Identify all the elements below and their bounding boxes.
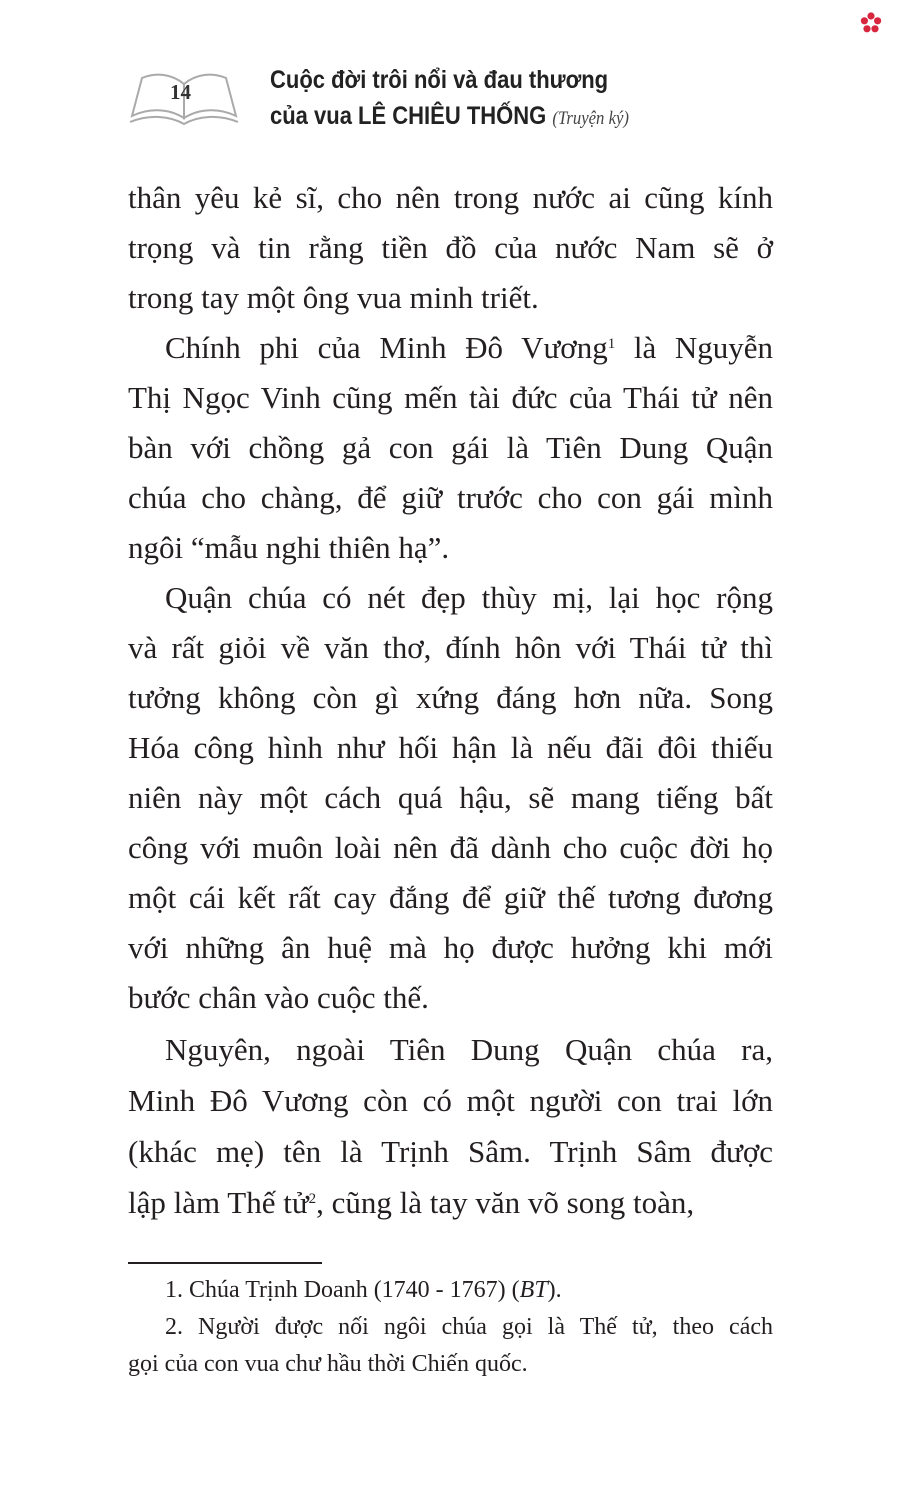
text-line — [128, 426, 773, 476]
footnote-1-text: 1. Chúa Trịnh Doanh (1740 - 1767) ( — [165, 1277, 520, 1303]
text-segment: công với muôn loài nên đã dành cho cuộc đời họ — [128, 830, 773, 865]
text-segment: và rất giỏi về văn thơ, đính hôn với Thái tử thì — [128, 630, 773, 665]
text-segment: với những ân huệ mà họ được hưởng khi mới — [128, 930, 773, 965]
title-line-1: Cuộc đời trôi nổi và đau thương — [270, 66, 609, 94]
text-segment: trong tay một ông vua minh triết. — [128, 280, 539, 315]
text-line — [128, 376, 773, 426]
text-segment: chúa cho chàng, để giữ trước cho con gái mình — [128, 480, 773, 515]
text-segment: thân yêu kẻ sĩ, cho nên trong nước ai cũng kính — [128, 180, 773, 215]
text-line — [128, 876, 773, 926]
paragraph — [128, 326, 773, 576]
footnote-2-text: 2. Người được nối ngôi chúa gọi là Thế tử, theo cách — [165, 1314, 773, 1340]
text-segment: (khác mẹ) tên là Trịnh Sâm. Trịnh Sâm được — [128, 1134, 773, 1169]
text-line — [128, 476, 773, 526]
text-line — [128, 326, 773, 376]
text-segment: bước chân vào cuộc thế. — [128, 980, 429, 1015]
text-line — [128, 276, 773, 326]
text-line — [128, 526, 773, 576]
text-segment: lập làm Thế tử — [128, 1185, 309, 1220]
text-segment: một cái kết rất cay đắng để giữ thế tương đương — [128, 880, 773, 915]
text-line — [128, 676, 773, 726]
publisher-flower-logo — [860, 12, 882, 34]
text-line — [128, 1028, 773, 1079]
footnote-1-tail: ). — [547, 1277, 562, 1303]
text-line — [128, 826, 773, 876]
footnote-marker: 1 — [607, 336, 616, 352]
text-line — [128, 926, 773, 976]
text-line — [128, 176, 773, 226]
text-line — [128, 1181, 773, 1232]
text-line — [128, 726, 773, 776]
footnote-2 — [128, 1309, 773, 1346]
paragraph — [128, 1028, 773, 1232]
text-line — [128, 776, 773, 826]
text-segment: bàn với chồng gả con gái là Tiên Dung Quận — [128, 430, 773, 465]
footnote-divider — [128, 1262, 322, 1264]
text-line — [128, 976, 773, 1026]
text-line — [128, 576, 773, 626]
paragraph — [128, 576, 773, 1026]
title-line-2-text: của vua LÊ CHIÊU THỐNG — [270, 102, 547, 130]
text-segment: Chính phi của Minh Đô Vương — [165, 330, 608, 365]
text-segment: niên này một cách quá hậu, sẽ mang tiếng bất — [128, 780, 773, 815]
text-segment: trọng và tin rằng tiền đồ của nước Nam sẽ ở — [128, 230, 773, 265]
text-segment: Minh Đô Vương còn có một người con trai lớn — [128, 1083, 773, 1118]
text-segment: Nguyên, ngoài Tiên Dung Quận chúa ra, — [165, 1032, 773, 1067]
text-segment: là Nguyễn — [615, 330, 773, 365]
footnotes — [128, 1272, 773, 1383]
text-line — [128, 1130, 773, 1181]
text-segment: Thị Ngọc Vinh cũng mến tài đức của Thái tử nên — [128, 380, 773, 415]
text-segment: Hóa công hình như hối hận là nếu đãi đôi thiếu — [128, 730, 773, 765]
footnote-marker: 2 — [308, 1191, 317, 1207]
paragraph — [128, 176, 773, 326]
body-text — [128, 176, 773, 1232]
genre-label: (Truyện ký) — [552, 108, 630, 129]
text-line — [128, 226, 773, 276]
text-line — [128, 1079, 773, 1130]
footnote-1-italic: BT — [519, 1277, 548, 1303]
text-segment: tưởng không còn gì xứng đáng hơn nữa. Song — [128, 680, 773, 715]
text-segment: Quận chúa có nét đẹp thùy mị, lại học rộng — [165, 580, 773, 615]
title-line-2 — [270, 98, 629, 137]
text-segment: ngôi “mẫu nghi thiên hạ”. — [128, 530, 450, 565]
page-number: 14 — [170, 80, 191, 104]
text-line — [128, 626, 773, 676]
footnote-1 — [128, 1272, 773, 1309]
text-segment: , cũng là tay văn võ song toàn, — [316, 1185, 695, 1220]
running-header-title — [270, 62, 629, 137]
footnote-2-continuation: gọi của con vua chư hầu thời Chiến quốc. — [128, 1351, 528, 1377]
